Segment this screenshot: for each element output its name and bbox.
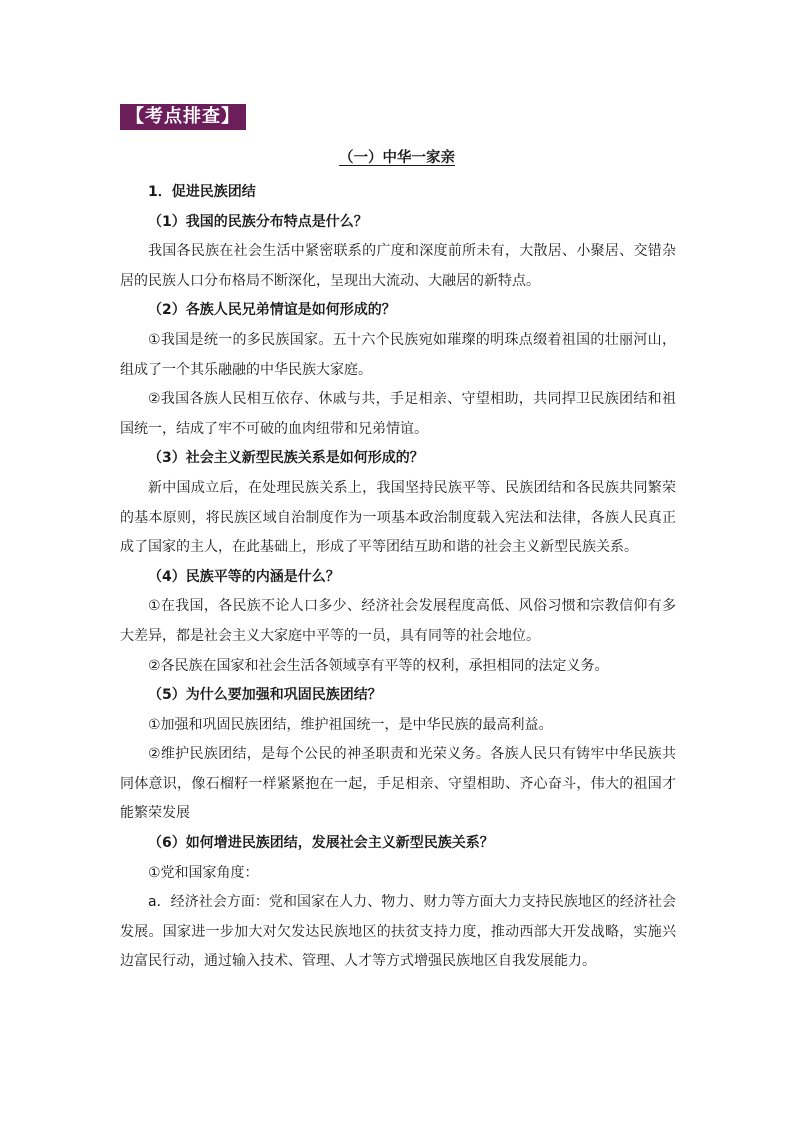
question-heading: （3）社会主义新型民族关系是如何形成的？	[148, 450, 424, 467]
question-heading: （5）为什么要加强和巩固民族团结？	[148, 687, 382, 704]
question-heading: 1．促进民族团结	[148, 184, 256, 200]
section-title: （一）中华一家亲	[339, 150, 455, 166]
body-paragraph: ①加强和巩固民族团结，维护祖国统一，是中华民族的最高利益。	[148, 716, 553, 733]
body-paragraph: 新中国成立后，在处理民族关系上，我国坚持民族平等、民族团结和各民族共同繁荣的基本原则，将民族区域自治制度作为一项基本政治制度载入宪法和法律，各族人民真正成了国家的主人，在此基础上，形成了平等团结互助和谐的社会主义新型民族关系。	[120, 479, 676, 556]
body-paragraph: ①在我国，各民族不论人口多少、经济社会发展程度高低、风俗习惯和宗教信仰有多大差异，都是社会主义大家庭中平等的一员，具有同等的社会地位。	[120, 598, 676, 644]
section-badge: 【考点排查】	[120, 104, 246, 130]
question-heading: （2）各族人民兄弟情谊是如何形成的？	[148, 302, 396, 319]
question-heading: （4）民族平等的内涵是什么？	[148, 568, 340, 585]
body-paragraph: ②各民族在国家和社会生活各领域享有平等的权利，承担相同的法定义务。	[148, 657, 609, 674]
question-heading: （1）我国的民族分布特点是什么？	[148, 213, 368, 230]
body-paragraph: ①党和国家角度：	[148, 864, 259, 881]
body-paragraph: a．经济社会方面：党和国家在人力、物力、财力等方面大力支持民族地区的经济社会发展。国家进一步加大对欠发达民族地区的扶贫支持力度，推动西部大开发战略，实施兴边富民行动，通过输入技术、管理、人才等方式增强民族地区自我发展能力。	[120, 894, 676, 970]
document-body	[120, 178, 676, 977]
body-paragraph: ②我国各族人民相互依存、休戚与共，手足相亲、守望相助，共同捍卫民族团结和祖国统一，结成了牢不可破的血肉纽带和兄弟情谊。	[120, 391, 676, 437]
body-paragraph: ②维护民族团结，是每个公民的神圣职责和光荣义务。各族人民只有铸牢中华民族共同体意识，像石榴籽一样紧紧抱在一起，手足相亲、守望相助、齐心奋斗，伟大的祖国才能繁荣发展	[120, 746, 676, 822]
body-paragraph: ①我国是统一的多民族国家。五十六个民族宛如璀璨的明珠点缀着祖国的壮丽河山，组成了一个其乐融融的中华民族大家庭。	[120, 331, 676, 378]
body-paragraph: 我国各民族在社会生活中紧密联系的广度和深度前所未有，大散居、小聚居、交错杂居的民族人口分布格局不断深化，呈现出大流动、大融居的新特点。	[120, 243, 676, 289]
question-heading: （6）如何增进民族团结，发展社会主义新型民族关系？	[148, 835, 494, 852]
